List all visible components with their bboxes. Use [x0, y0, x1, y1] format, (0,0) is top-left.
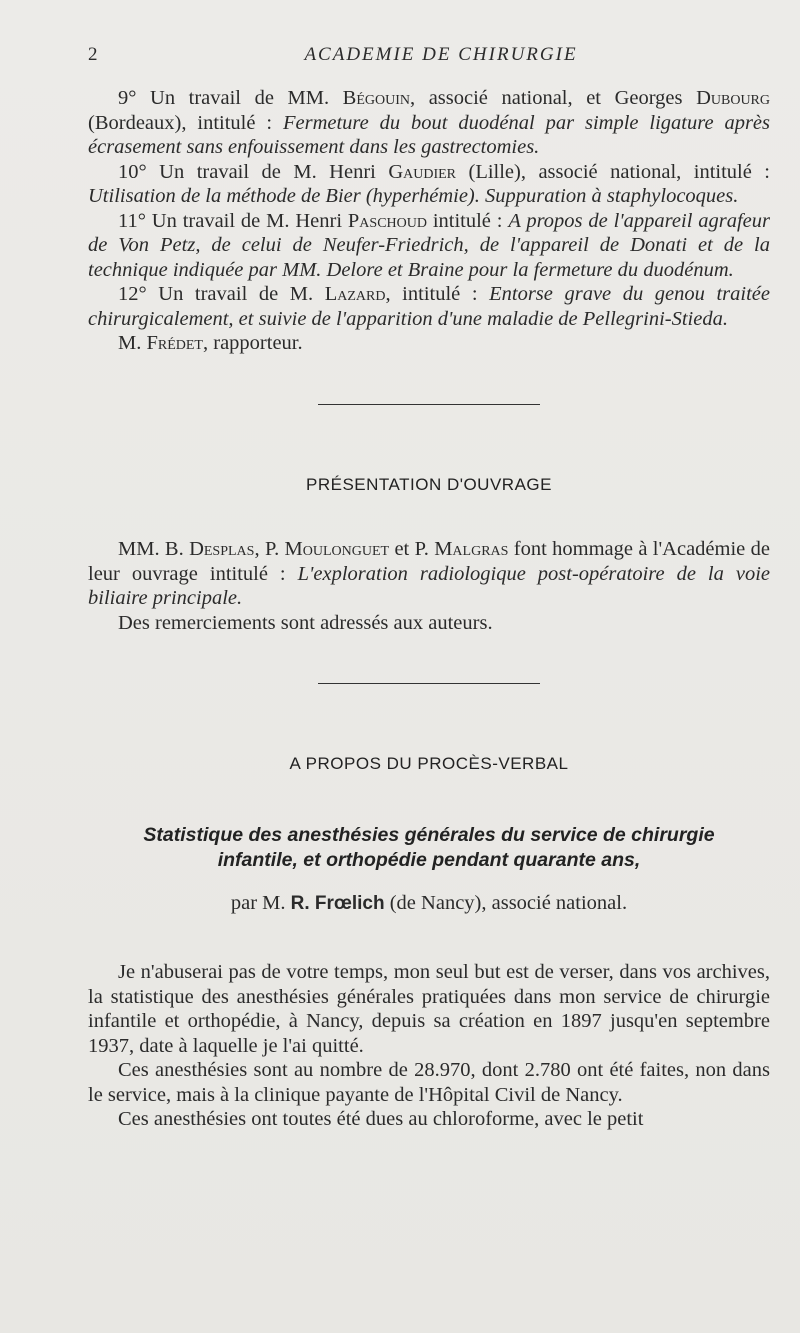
section-divider: [318, 404, 540, 405]
page-body: [88, 86, 770, 1132]
article-title-line: Statistique des anesthésies générales du service de chirurgie: [143, 823, 715, 846]
section-heading: A PROPOS DU PROCÈS-VERBAL: [289, 754, 569, 773]
presentation-paragraph: MM. B. Desplas, P. Moulonguet et P. Malgras font hommage à l'Académie de leur ouvrage intitulé : L'exploration radiologique post-opératoire de la voie biliaire principale.: [88, 538, 770, 609]
author-name: Gaudier: [388, 160, 457, 183]
section-divider: [318, 683, 540, 684]
list-item-9: 9° Un travail de MM. Bégouin, associé national, et Georges Dubourg (Bordeaux), intitulé : Fermeture du bout duodénal par simple ligature après écrasement sans enfouissement dans les gastrectomies.: [88, 87, 771, 158]
author-name: Moulonguet: [284, 538, 390, 560]
author-name: Dubourg: [696, 87, 770, 109]
byline: par M. R. Frœlich (de Nancy), associé national.: [230, 891, 628, 914]
journal-title: ACADEMIE DE CHIRURGIE: [304, 44, 578, 65]
author-name: Frédet: [146, 332, 203, 354]
article-title-line: infantile, et orthopédie pendant quarante ans,: [217, 848, 641, 871]
body-paragraph: Ces anesthésies sont au nombre de 28.970, dont 2.780 ont été faites, non dans le service, mais à la clinique payante de l'Hôpital Civil de Nancy.: [88, 1059, 770, 1106]
body-paragraph: Ces anesthésies ont toutes été dues au chloroforme, avec le petit: [118, 1108, 644, 1130]
work-title: A propos de l'appareil agrafeur de Von Petz, de celui de Neufer-Friedrich, de l'appareil de Donati et de la technique indiquée par MM. Delore et Braine pour la fermeture du duodénum.: [88, 209, 770, 281]
work-title: Utilisation de la méthode de Bier (hyperhémie). Suppuration à staphylocoques.: [88, 185, 739, 207]
rapporteur-line: M. Frédet, rapporteur.: [118, 332, 303, 354]
running-head: [88, 44, 764, 66]
author-name: R. Frœlich: [290, 892, 385, 914]
author-name: Desplas: [189, 538, 255, 560]
section-heading: PRÉSENTATION D'OUVRAGE: [306, 474, 552, 494]
author-name: Lazard: [324, 283, 386, 305]
author-name: Paschoud: [347, 209, 427, 232]
author-name: Malgras: [434, 538, 509, 560]
author-name: Bégouin: [342, 87, 410, 109]
work-title: Entorse grave du genou traitée chirurgicalement, et suivie de l'apparition d'une maladie de Pellegrini-Stieda.: [88, 283, 770, 330]
work-title: Fermeture du bout duodénal par simple ligature après écrasement sans enfouissement dans les gastrectomies.: [88, 111, 771, 158]
article-title: [88, 823, 770, 873]
body-paragraph: Je n'abuserai pas de votre temps, mon seul but est de verser, dans vos archives, la statistique des anesthésies générales pratiquées dans mon service de chirurgie infantile et orthopédie, à Nancy, depuis sa création en 1897 jusqu'en septembre 1937, date à laquelle je l'ai quitté.: [88, 961, 770, 1057]
thanks-paragraph: Des remerciements sont adressés aux auteurs.: [118, 611, 493, 634]
list-item-12: 12° Un travail de M. Lazard, intitulé : Entorse grave du genou traitée chirurgicalement, et suivie de l'apparition d'une maladie de Pellegrini-Stieda.: [88, 283, 770, 330]
work-title: L'exploration radiologique post-opératoire de la voie biliaire principale.: [88, 562, 770, 609]
page-number: 2: [88, 44, 98, 65]
list-item-11: 11° Un travail de M. Henri Paschoud intitulé : A propos de l'appareil agrafeur de Von Petz, de celui de Neufer-Friedrich, de l'appareil de Donati et de la technique indiquée par MM. Delore et Braine pour la fermeture du duodénum.: [88, 209, 770, 281]
list-item-10: 10° Un travail de M. Henri Gaudier (Lille), associé national, intitulé : Utilisation de la méthode de Bier (hyperhémie). Suppuration à staphylocoques.: [88, 160, 770, 207]
